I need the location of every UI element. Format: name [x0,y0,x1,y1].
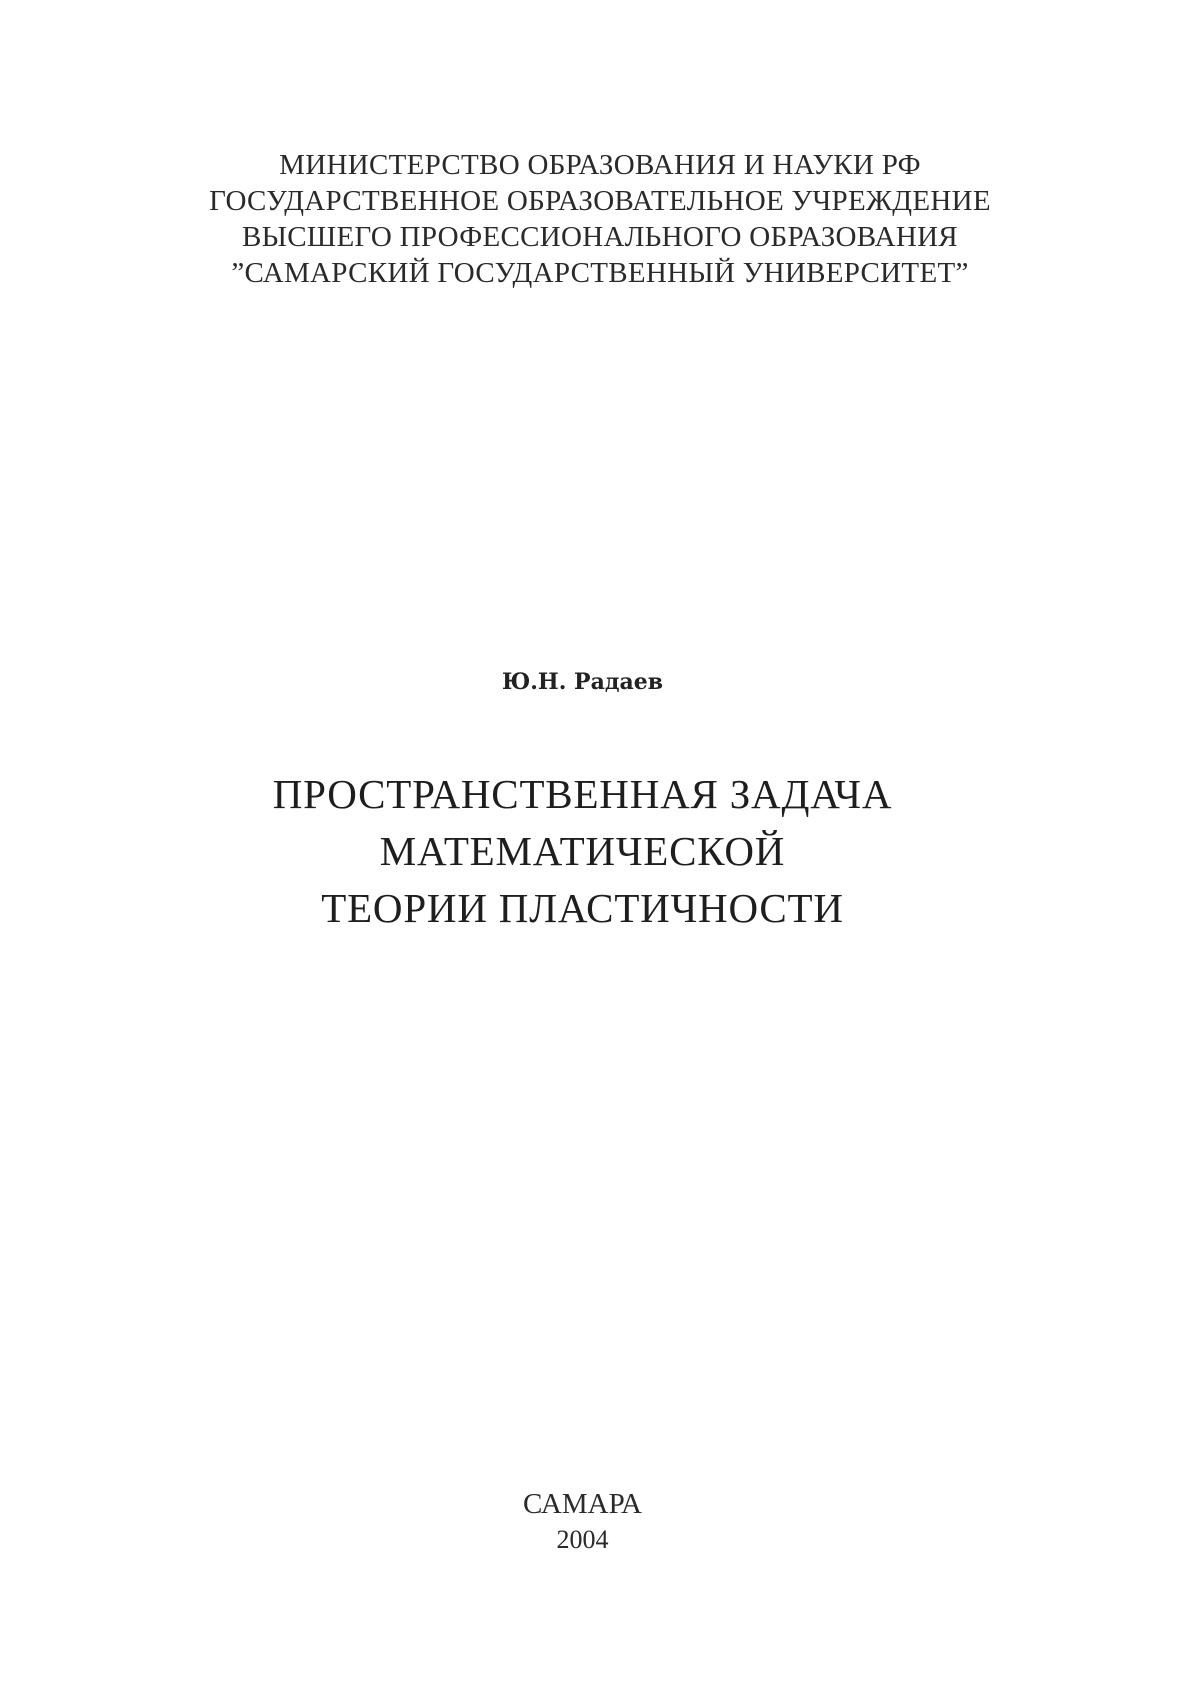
book-title [0,766,1165,937]
publication-city: САМАРА [523,1488,642,1520]
education-level-line: ВЫСШЕГО ПРОФЕССИОНАЛЬНОГО ОБРАЗОВАНИЯ [242,221,958,253]
institution-type-line: ГОСУДАРСТВЕННОЕ ОБРАЗОВАТЕЛЬНОЕ УЧРЕЖДЕНИЕ [209,185,991,217]
institution-header [0,147,1200,291]
university-name-line: ”САМАРСКИЙ ГОСУДАРСТВЕННЫЙ УНИВЕРСИТЕТ” [231,257,969,289]
title-line-2: МАТЕМАТИЧЕСКОЙ [379,828,786,874]
title-line-1: ПРОСТРАНСТВЕННАЯ ЗАДАЧА [272,771,893,817]
publication-year: 2004 [556,1525,609,1554]
author-name: Ю.Н. Радаев [501,669,664,695]
ministry-line: МИНИСТЕРСТВО ОБРАЗОВАНИЯ И НАУКИ РФ [279,149,921,181]
publication-info [0,1486,1165,1558]
title-line-3: ТЕОРИИ ПЛАСТИЧНОСТИ [321,885,844,931]
